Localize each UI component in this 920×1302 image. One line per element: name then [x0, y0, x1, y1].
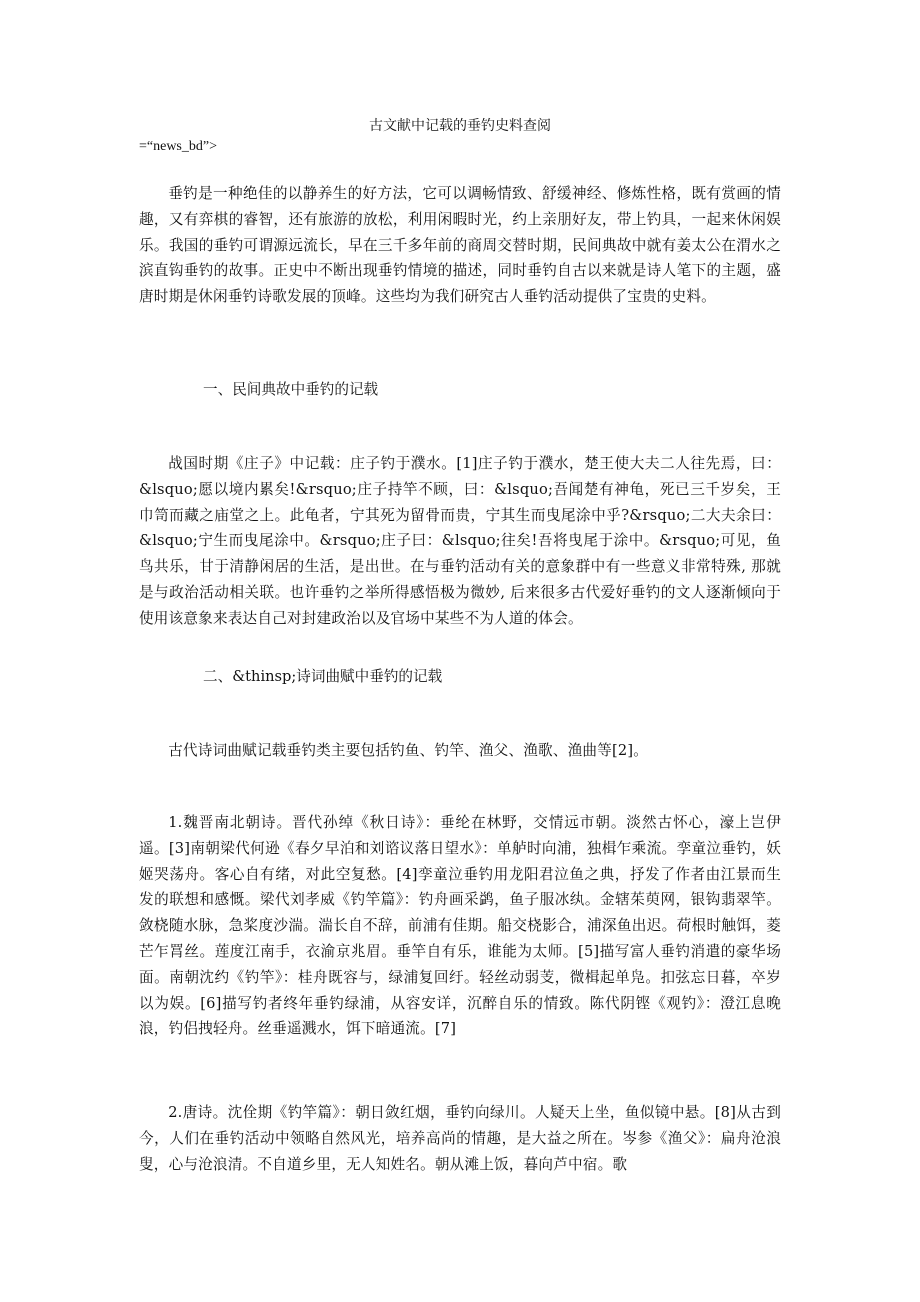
- document-title: 古文献中记载的垂钓史料查阅: [369, 118, 551, 134]
- code-fragment: =“news_bd”>: [139, 139, 217, 154]
- intro-paragraph: 垂钓是一种绝佳的以静养生的好方法，它可以调畅情致、舒缓神经、修炼性格，既有赏画的情趣，又有弈棋的睿智，还有旅游的放松，利用闲暇时光，约上亲朋好友，带上钓具，一起来休闲娱乐。我国的垂钓可谓源远流长，早在三千多年前的商周交替时期，民间典故中就有姜太公在渭水之滨直钩垂钓的故事。正史中不断出现垂钓情境的描述，同时垂钓自古以来就是诗人笔下的主题，盛唐时期是休闲垂钓诗歌发展的顶峰。这些均为我们研究古人垂钓活动提供了宝贵的史料。: [139, 185, 781, 306]
- section1-paragraph: 战国时期《庄子》中记载：庄子钓于濮水。[1]庄子钓于濮水，楚王使大夫二人往先焉，曰：&lsquo;愿以境内累矣!&rsquo;庄子持竿不顾，曰：&lsquo;吾闻楚有神龟，死已三千岁矣，王巾笥而藏之庙堂之上。此龟者，宁其死为留骨而贵，宁其生而曳尾涂中乎?&rsquo;二大夫余曰：&lsquo;宁生而曳尾涂中。&rsquo;庄子曰：&lsquo;往矣!吾将曳尾于涂中。&rsquo;可见，鱼鸟共乐，甘于清静闲居的生活，是出世。在与垂钓活动有关的意象群中有一些意义非常特殊, 那就是与政治活动相关联。也许垂钓之举所得感悟极为微妙, 后来很多古代爱好垂钓的文人逐渐倾向于使用该意象来表达自己对封建政治以及官场中某些不为人道的体会。: [139, 455, 781, 627]
- section2-intro-paragraph: 古代诗词曲赋记载垂钓类主要包括钓鱼、钓竿、渔父、渔歌、渔曲等[2]。: [168, 742, 649, 759]
- section1-heading: 一、民间典故中垂钓的记载: [203, 381, 379, 398]
- poetry-item-2: 2.唐诗。沈佺期《钓竿篇》：朝日敛红烟，垂钓向绿川。人疑天上坐，鱼似镜中悬。[8]从古到今，人们在垂钓活动中领略自然风光，培养高尚的情趣，是大益之所在。岑参《渔父》：扁舟沧浪叟，心与沧浪清。不自道乡里，无人知姓名。朝从滩上饭，暮向芦中宿。歌: [139, 1104, 781, 1173]
- section2-heading: 二、&thinsp;诗词曲赋中垂钓的记载: [203, 668, 443, 685]
- poetry-item-1: 1.魏晋南北朝诗。晋代孙绰《秋日诗》：垂纶在林野，交情远市朝。淡然古怀心，濠上岂伊遥。[3]南朝梁代何逊《春夕早泊和刘谘议落日望水》：单舻时向浦，独楫乍乘流。孪童泣垂钓，妖姬哭荡舟。客心自有绪，对此空复愁。[4]孪童泣垂钓用龙阳君泣鱼之典，抒发了作者由江景而生发的联想和感慨。梁代刘孝威《钓竿篇》：钓舟画采鹢，鱼子服冰纨。金辖茱萸网，银钩翡翠竿。敛桡随水脉，急桨度沙湍。湍长自不辞，前浦有佳期。船交桡影合，浦深鱼出迟。荷根时触饵，菱芒乍罥丝。莲度江南手，衣渝京兆眉。垂竿自有乐，谁能为太师。[5]描写富人垂钓消遣的豪华场面。南朝沈约《钓竿》：桂舟既容与，绿浦复回纡。轻丝动弱芰，微楫起单凫。扣弦忘日暮，卒岁以为娱。[6]描写钓者终年垂钓绿浦，从容安详，沉醉自乐的情致。陈代阴铿《观钓》：澄江息晚浪，钓侣拽轻舟。丝垂遥溅水，饵下暗通流。[7]: [139, 814, 781, 1038]
